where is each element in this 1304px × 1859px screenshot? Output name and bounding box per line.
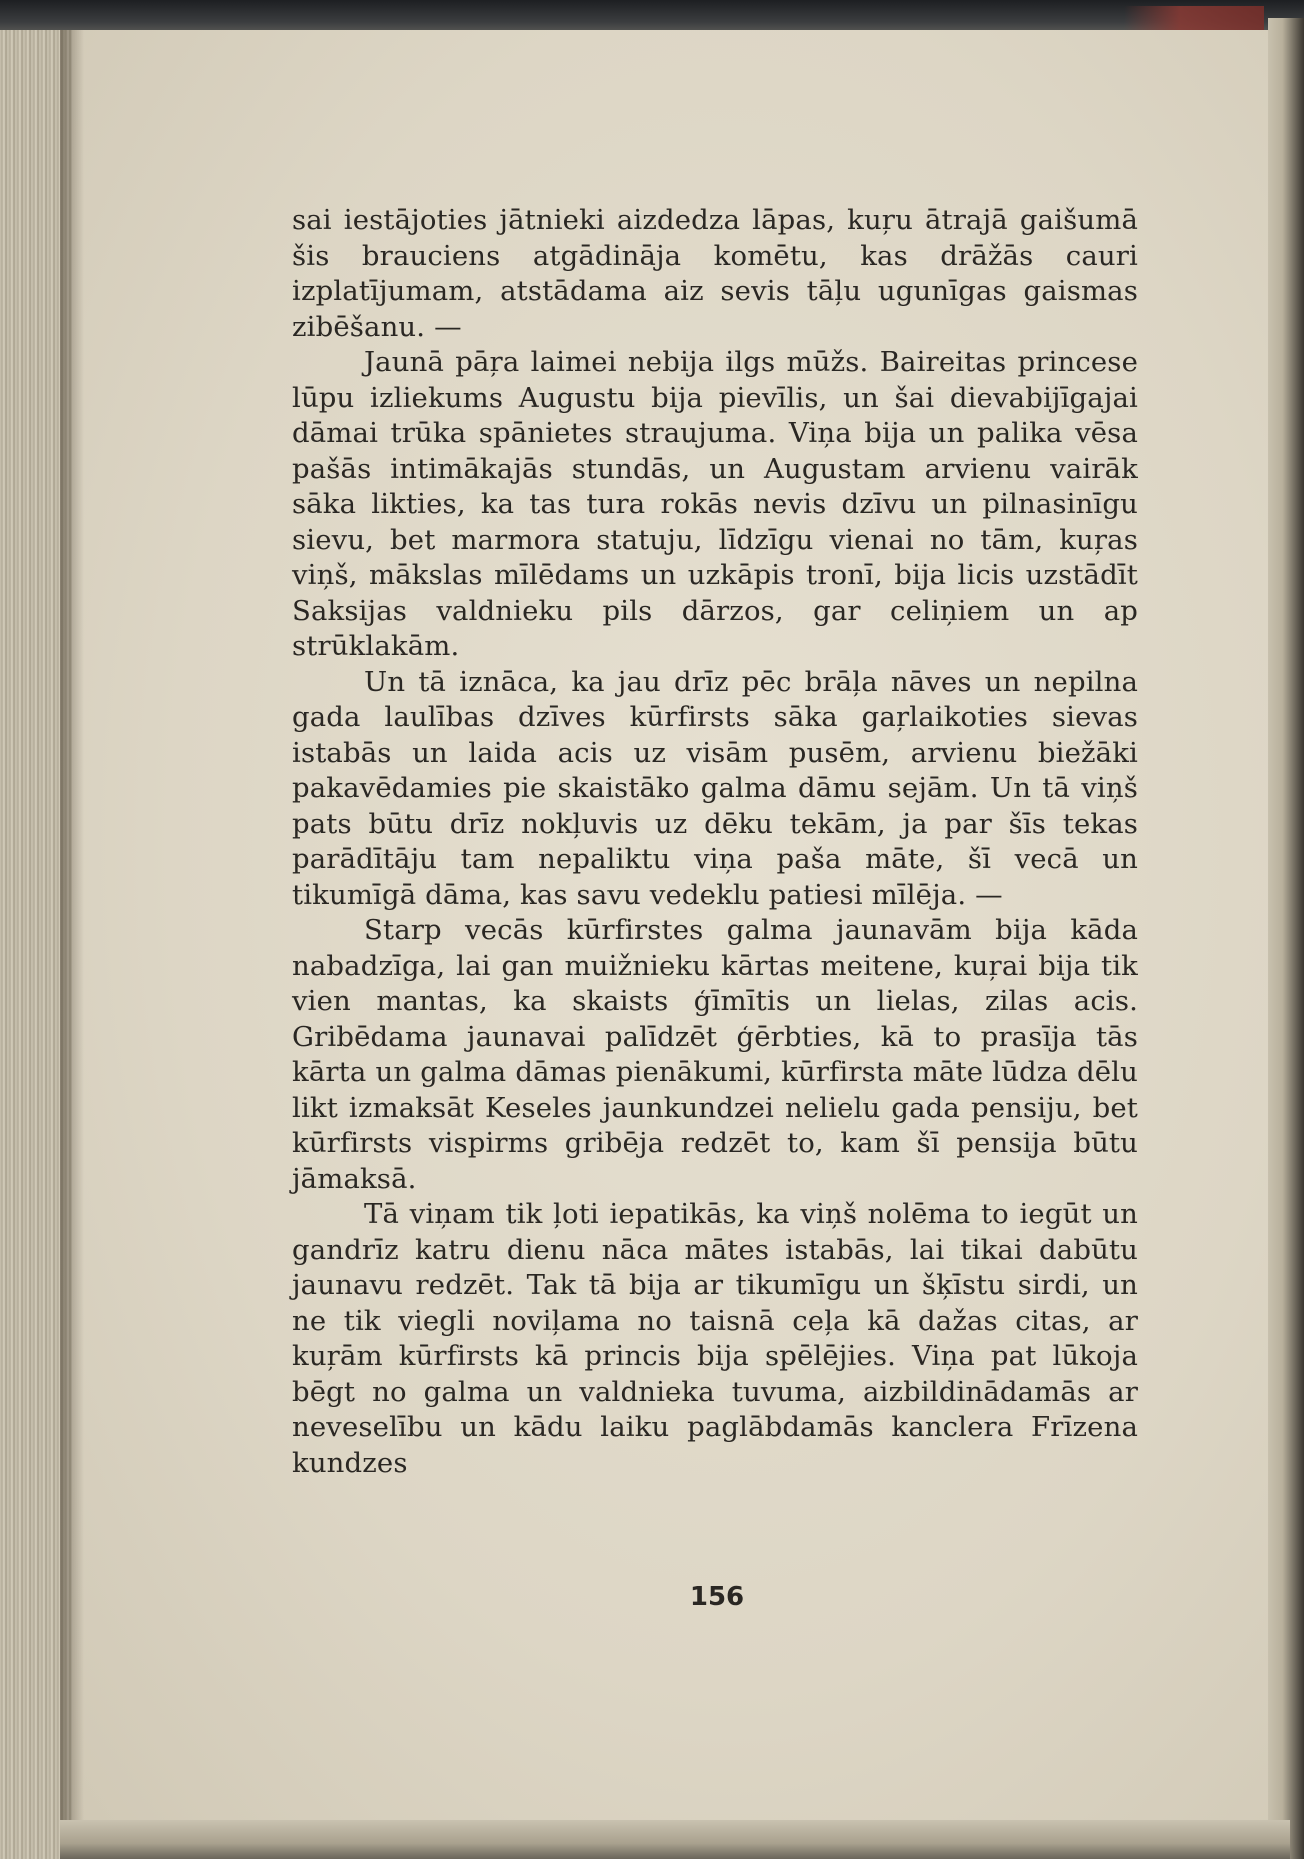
paragraph: sai iestājoties jātnieki aizdedza lāpas, kuŗu ātrajā gaišumā šis brauciens atgādināja komētu, kas drāžās cauri izplatījumam, atstādama aiz sevis tāļu ugunīgas gaismas zibēšanu. — bbox=[292, 204, 1138, 343]
page-edge-bottom bbox=[60, 1820, 1290, 1859]
gutter-shadow bbox=[60, 30, 84, 1859]
page-edge-right bbox=[1268, 18, 1304, 1859]
paragraph: Starp vecās kūrfirstes galma jaunavām bija kāda nabadzīga, lai gan muižnieku kārtas meitene, kuŗai bija tik vien mantas, ka skaists ģīmītis un lielas, zilas acis. Gribēdama jaunavai palīdzēt ģērbties, kā to prasīja tās kārta un galma dāmas pienākumi, kūrfirsta māte lūdza dēlu likt izmaksāt Keseles jaunkundzei nelielu gada pensiju, bet kūrfirsts vispirms gribēja redzēt to, kam šī pensija būtu jāmaksā. bbox=[292, 914, 1138, 1195]
page-number: 156 bbox=[689, 1582, 745, 1612]
paragraph: Un tā iznāca, ka jau drīz pēc brāļa nāves un nepilna gada laulības dzīves kūrfirsts sāka gaŗlaikoties sievas istabās un laida acis uz visām pusēm, arvienu biežāki pakavēdamies pie skaistāko galma dāmu sejām. Un tā viņš pats būtu drīz nokļuvis uz dēku tekām, ja par šīs tekas parādītāju tam nepaliktu viņa paša māte, šī vecā un tikumīgā dāma, kas savu vedeklu patiesi mīlēja. — bbox=[292, 665, 1138, 911]
cover-red-detail bbox=[1124, 6, 1264, 32]
body-text bbox=[292, 203, 1138, 1481]
paragraph: Tā viņam tik ļoti iepatikās, ka viņš nolēma to iegūt un gandrīz katru dienu nāca mātes istabās, lai tikai dabūtu jaunavu redzēt. Tak tā bija ar tikumīgu un šķīstu sirdi, un ne tik viegli noviļama no taisnā ceļa kā dažas citas, ar kuŗām kūrfirsts kā princis bija spēlējies. Viņa pat lūkoja bēgt no galma un valdnieka tuvuma, aizbildinādamās ar neveselību un kādu laiku paglābdamās kanclera Frīzena kundzes bbox=[292, 1198, 1138, 1479]
paragraph: Jaunā pāŗa laimei nebija ilgs mūžs. Baireitas princese lūpu izliekums Augustu bija pievīlis, un šai dievabijīgajai dāmai trūka spānietes straujuma. Viņa bija un palika vēsa pašās intimākajās stundās, un Augustam arvienu vairāk sāka likties, ka tas tura rokās nevis dzīvu un pilnasinīgu sievu, bet marmora statuju, līdzīgu vienai no tām, kuŗas viņš, mākslas mīlēdams un uzkāpis tronī, bija licis uzstādīt Saksijas valdnieku pils dārzos, gar celiņiem un ap strūklakām. bbox=[292, 346, 1138, 662]
